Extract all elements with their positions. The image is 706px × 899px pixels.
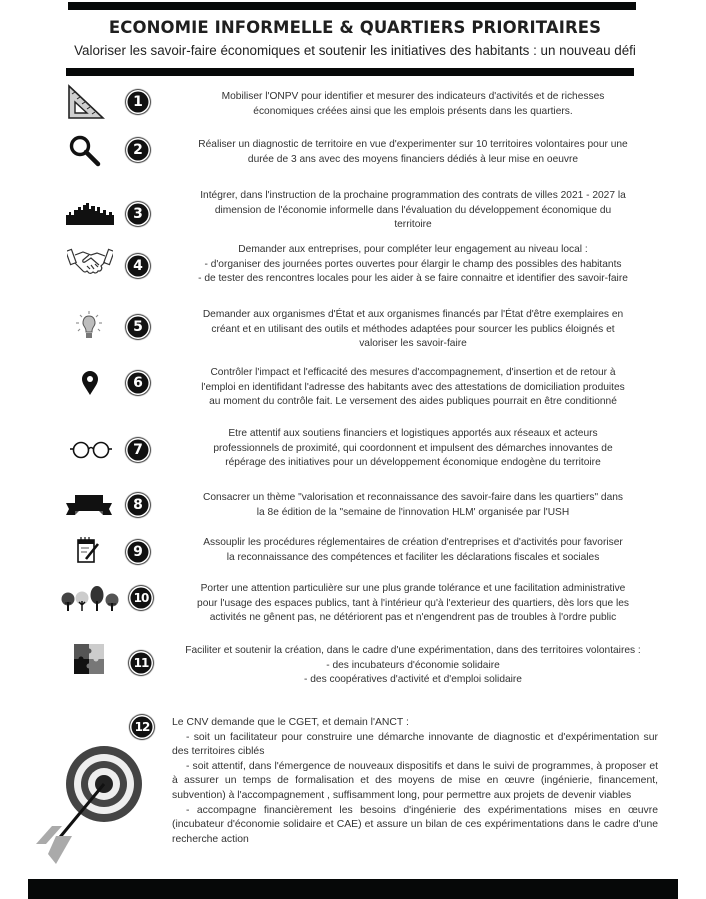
item-number-badge: 7	[126, 438, 150, 462]
item12-point: - soit attentif, dans l'émergence de nouveaux dispositifs et dans le suivi de programmes, à proposer et à assurer un temps de formalisation et des moyens de mise en œuvre (ingénierie, financement, subvention) à l'accompagnement , suffisamment long, pour permettre aux projets de devenir viables	[172, 760, 658, 801]
target-arrow-icon	[34, 744, 142, 870]
item-text-line: économiques créées ainsi que les emplois présents dans les quartiers.	[253, 105, 573, 117]
item-number-badge: 2	[126, 138, 150, 162]
item-text-line: la 8e édition de la "semaine de l'innovation HLM' organisée par l'USH	[256, 506, 570, 518]
item-text-line: - de tester des rencontres locales pour les aider à se faire connaitre et identifier des savoir-faire	[198, 273, 628, 285]
item12-intro: Le CNV demande que le CGET, et demain l'ANCT :	[172, 717, 409, 728]
footer-rule	[28, 879, 678, 899]
item-text-line: pour l'usage des espaces publics, tant à l'intérieur qu'à l'exterieur des quartiers, dès lors que les	[197, 597, 629, 609]
item-text-line: - d'organiser des journées portes ouvertes pour élargir le champ des possibles des habitants	[204, 258, 622, 270]
item-text-line: valoriser les savoir-faire	[359, 338, 467, 350]
item-text-line: activités ne gênent pas, ne détériorent pas et n'engendrent pas de troubles à l'ordre public	[209, 612, 617, 624]
item-text-line: Demander aux organismes d'État et aux organismes financés par l'État d'être exemplaires en	[202, 309, 624, 320]
item-number-badge: 12	[130, 715, 154, 739]
item12-point: - soit un facilitateur pour construire une démarche innovante de diagnostic et d'expérimentation sur des territoires ciblés	[172, 731, 658, 758]
item-text-line: l'emploi en identifidant l'adresse des habitants avec des attestations de domiciliation produites	[201, 381, 625, 393]
page-subtitle: Valoriser les savoir-faire économiques et soutenir les initiatives des habitants : un nouveau défi	[74, 43, 636, 58]
puzzle-icon	[74, 644, 104, 674]
item-number-badge: 10	[129, 586, 153, 610]
item-text-line: durée de 3 ans avec des moyens financiers dédiés à leur mise en oeuvre	[247, 153, 579, 165]
item-text-line: Contrôler l'impact et l'efficacité des mesures d'accompagnement, d'insertion et de retour à	[210, 367, 616, 378]
item-text-line: la reconnaissance des compétences et faciliter les déclarations fiscales et sociales	[226, 551, 600, 563]
item-text-line: - des coopératives d'activité et d'emploi solidaire	[304, 674, 522, 686]
banner-icon	[66, 493, 112, 517]
map-pin-icon	[81, 370, 99, 396]
top-rule	[68, 2, 636, 10]
glasses-icon	[70, 441, 112, 459]
item-text-line: Etre attentif aux soutiens financiers et logistiques apportés aux réseaux et acteurs	[228, 428, 598, 439]
header-rule	[66, 68, 634, 76]
item-text-line: au moment du contrôle fait. Le versement des aides publiques pourrait en être conditionné	[209, 396, 617, 408]
item-text-line: dimension de l'économie informelle dans l'évaluation du développement économique du	[214, 204, 612, 216]
item-number-badge: 9	[126, 540, 150, 564]
item-text-line: Réaliser un diagnostic de territoire en vue d'experimenter sur 10 territoires volontaires pour une	[198, 139, 628, 150]
item-text-line: créant et en utilisant des outils et méthodes adaptées pour sourcer les publics éloignés et	[211, 323, 615, 335]
lightbulb-icon	[75, 311, 103, 341]
item-number-badge: 1	[126, 90, 150, 114]
item-text-line: Assouplir les procédures réglementaires de création d'entreprises et d'activités pour favoriser	[203, 537, 623, 548]
item-number-badge: 4	[126, 254, 150, 278]
item-number-badge: 3	[126, 202, 150, 226]
set-square-icon	[67, 84, 105, 120]
page-title: ECONOMIE INFORMELLE & QUARTIERS PRIORITAIRES	[108, 18, 602, 37]
item-number-badge: 5	[126, 315, 150, 339]
notepad-icon	[76, 536, 102, 564]
item-text-line: territoire	[394, 219, 432, 231]
item-text-line: Consacrer un thème "valorisation et reconnaissance des savoir-faire dans les quartiers" dans	[202, 492, 624, 503]
trees-icon	[60, 586, 124, 612]
city-skyline-icon	[66, 201, 114, 225]
handshake-icon	[67, 247, 113, 275]
item-text-line: Porter une attention particulière sur une plus grande tolérance et une facilitation administrative	[200, 583, 626, 594]
item-number-badge: 8	[126, 493, 150, 517]
item-text-line: professionnels de proximité, qui coordonnent et impulsent des démarches innovantes de	[213, 442, 613, 454]
item-text-line: Mobiliser l'ONPV pour identifier et mesurer des indicateurs d'activités et de richesses	[221, 91, 605, 102]
item-number-badge: 6	[126, 371, 150, 395]
item12-point: - accompagne financièrement les besoins d'ingénierie des expérimentations mises en œuvre (incubateur d'économie solidaire et CAE) et assure un bilan de ces expérimentations dans le cadre d'une recherche action	[172, 804, 658, 845]
magnifier-icon	[68, 134, 102, 168]
item-text-line: Intégrer, dans l'instruction de la prochaine programmation des contrats de villes 2021 - 2027 la	[200, 190, 626, 201]
item-text-line: Demander aux entreprises, pour compléter leur engagement au niveau local :	[238, 244, 588, 255]
item-text-line: répérage des initiatives pour un développement économique endogène du territoire	[225, 457, 601, 469]
item-number-badge: 11	[129, 651, 153, 675]
item-text-line: Faciliter et soutenir la création, dans le cadre d'une expérimentation, dans des territoires volontaires :	[185, 645, 641, 656]
item-text-line: - des incubateurs d'économie solidaire	[326, 659, 500, 671]
